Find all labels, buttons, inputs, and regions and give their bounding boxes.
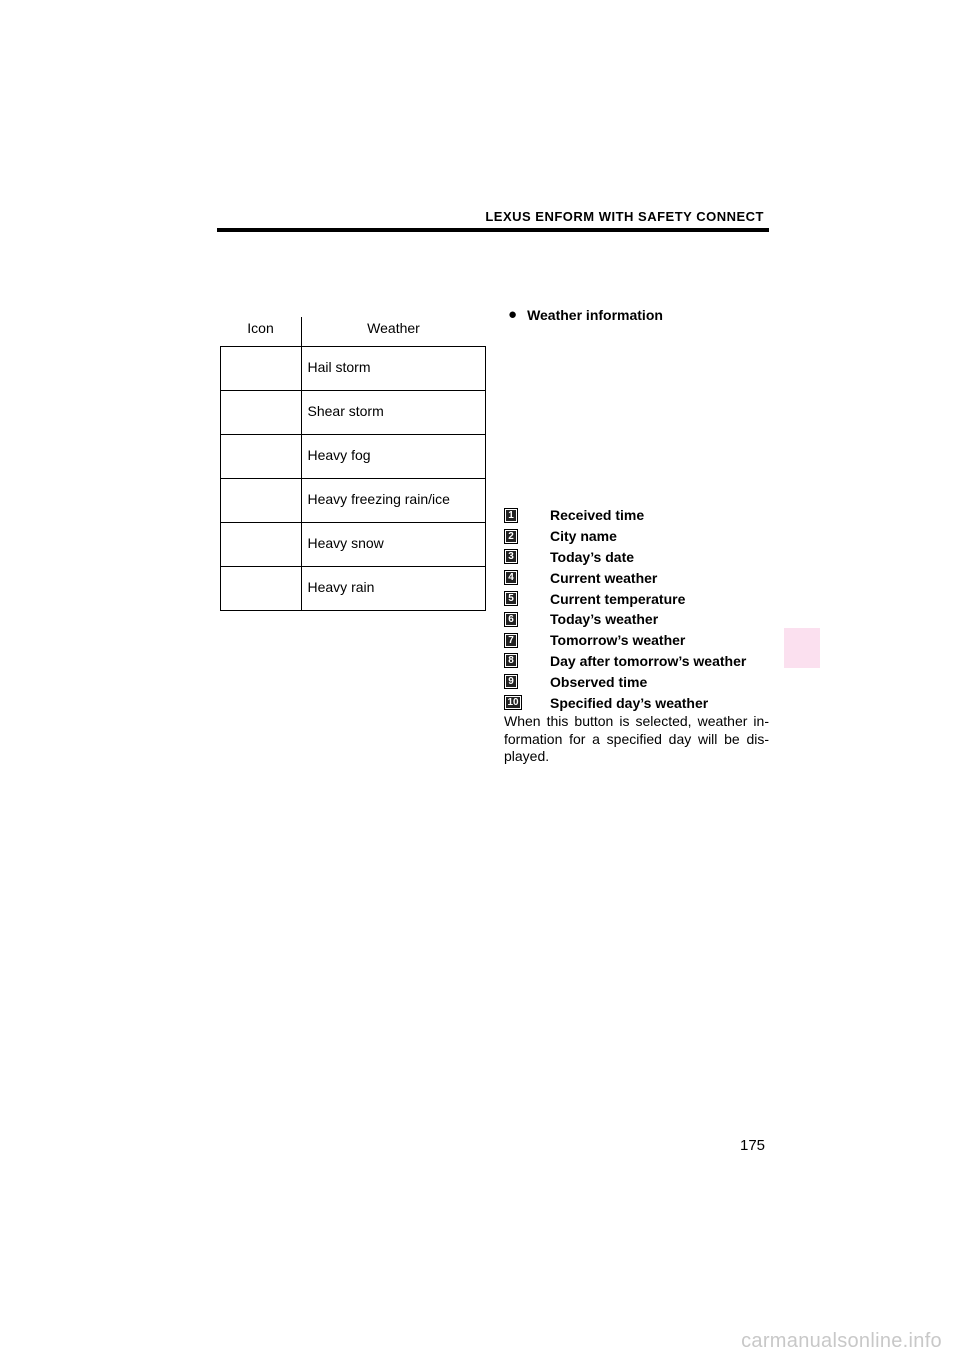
list-item-label: Specified day’s weather bbox=[550, 694, 709, 711]
list-item-label: City name bbox=[550, 528, 617, 545]
weather-icon-cell bbox=[221, 391, 302, 435]
item-number-badge: 7 bbox=[504, 633, 518, 648]
numbered-list bbox=[504, 505, 769, 713]
weather-info-section bbox=[504, 306, 769, 323]
page-header-title: LEXUS ENFORM WITH SAFETY CONNECT bbox=[485, 209, 764, 224]
weather-icon-cell bbox=[221, 479, 302, 523]
weather-name-cell: Heavy rain bbox=[301, 567, 486, 611]
list-item bbox=[504, 651, 769, 672]
item-number-badge: 3 bbox=[504, 549, 518, 564]
item-number-badge: 4 bbox=[504, 570, 518, 585]
list-item-label: Tomorrow’s weather bbox=[550, 632, 686, 649]
item-number-badge: 2 bbox=[504, 529, 518, 544]
weather-icon-table bbox=[220, 317, 486, 611]
table-row bbox=[221, 523, 486, 567]
list-item bbox=[504, 671, 769, 692]
weather-name-cell: Hail storm bbox=[301, 347, 486, 391]
watermark: carmanualsonline.info bbox=[741, 1330, 942, 1352]
list-item bbox=[504, 588, 769, 609]
weather-icon-cell bbox=[221, 347, 302, 391]
list-item-label: Current temperature bbox=[550, 590, 686, 607]
list-item bbox=[504, 567, 769, 588]
bullet-icon: ● bbox=[508, 306, 518, 323]
item-number-badge: 6 bbox=[504, 612, 518, 627]
list-item bbox=[504, 609, 769, 630]
table-header-icon: Icon bbox=[221, 317, 302, 347]
table-row bbox=[221, 391, 486, 435]
description-text: When this button is selected, weather in-formation for a specified day will be dis-played. bbox=[504, 713, 769, 764]
weather-name-cell: Heavy snow bbox=[301, 523, 486, 567]
list-item-label: Today’s weather bbox=[550, 611, 659, 628]
weather-icon-cell bbox=[221, 435, 302, 479]
section-side-tab bbox=[784, 628, 820, 668]
page-number: 175 bbox=[740, 1137, 766, 1154]
header-rule bbox=[217, 228, 769, 232]
item-number-badge: 1 bbox=[504, 508, 518, 523]
table-row bbox=[221, 435, 486, 479]
list-item bbox=[504, 526, 769, 547]
table-row bbox=[221, 567, 486, 611]
list-item-label: Observed time bbox=[550, 673, 648, 690]
section-heading bbox=[504, 306, 769, 323]
list-item bbox=[504, 505, 769, 526]
list-item-label: Current weather bbox=[550, 569, 658, 586]
section-heading-text: Weather information bbox=[527, 306, 663, 323]
table-header-weather: Weather bbox=[301, 317, 486, 347]
table-row bbox=[221, 347, 486, 391]
weather-name-cell: Heavy freezing rain/ice bbox=[301, 479, 486, 523]
list-item-label: Received time bbox=[550, 507, 645, 524]
list-item-label: Today’s date bbox=[550, 548, 635, 565]
table-row bbox=[221, 479, 486, 523]
weather-icon-cell bbox=[221, 567, 302, 611]
list-item bbox=[504, 630, 769, 651]
list-item bbox=[504, 692, 769, 713]
item-number-badge: 8 bbox=[504, 653, 518, 668]
weather-name-cell: Heavy fog bbox=[301, 435, 486, 479]
item-number-badge: 10 bbox=[504, 695, 522, 710]
list-item-label: Day after tomorrow’s weather bbox=[550, 652, 747, 669]
item-number-badge: 5 bbox=[504, 591, 518, 606]
weather-icon-cell bbox=[221, 523, 302, 567]
list-item bbox=[504, 547, 769, 568]
item-number-badge: 9 bbox=[504, 674, 518, 689]
weather-name-cell: Shear storm bbox=[301, 391, 486, 435]
